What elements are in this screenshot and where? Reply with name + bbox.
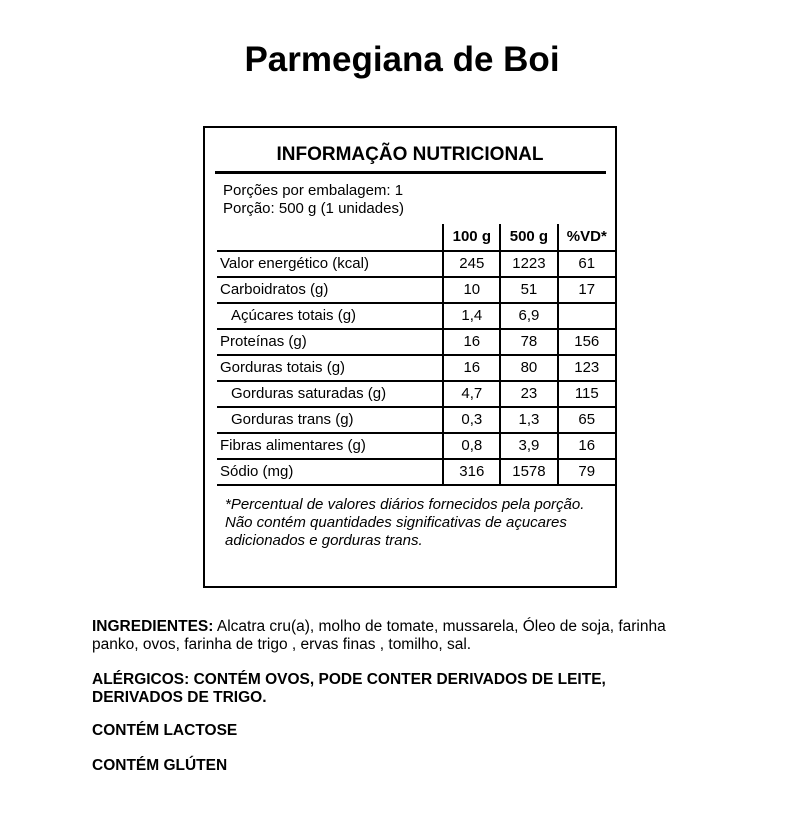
- value-daily-percent: 156: [558, 329, 615, 355]
- serving-info: [223, 182, 404, 218]
- nutrition-table: [217, 224, 615, 486]
- nutrient-label: Açúcares totais (g): [231, 307, 357, 324]
- ingredients-section: [92, 618, 692, 654]
- nutrient-label: Fibras alimentares (g): [220, 437, 366, 454]
- nutrient-label: Proteínas (g): [220, 333, 307, 350]
- header-daily-value: %VD*: [558, 224, 615, 251]
- value-per-serving: 3,9: [500, 433, 557, 459]
- value-per-serving: 80: [500, 355, 557, 381]
- value-per-serving: 1223: [500, 251, 557, 277]
- table-row: [217, 407, 615, 433]
- value-per-serving: 51: [500, 277, 557, 303]
- header-per-100g: 100 g: [443, 224, 500, 251]
- table-row: [217, 303, 615, 329]
- value-per-serving: 1,3: [500, 407, 557, 433]
- value-daily-percent: 79: [558, 459, 615, 485]
- value-daily-percent: 115: [558, 381, 615, 407]
- value-daily-percent: [558, 303, 615, 329]
- value-per-100g: 1,4: [443, 303, 500, 329]
- lactose-statement: CONTÉM LACTOSE: [92, 722, 238, 739]
- nutrient-label: Gorduras trans (g): [231, 411, 354, 428]
- ingredients-label: INGREDIENTES:: [92, 618, 214, 635]
- nutrient-label: Valor energético (kcal): [220, 255, 369, 272]
- nutrient-label: Sódio (mg): [220, 463, 294, 480]
- nutrient-label: Gorduras saturadas (g): [231, 385, 387, 402]
- daily-value-note: *Percentual de valores diários fornecidos pela porção.: [225, 496, 585, 513]
- value-per-serving: 6,9: [500, 303, 557, 329]
- value-per-100g: 16: [443, 329, 500, 355]
- table-row: [217, 381, 615, 407]
- value-per-100g: 0,8: [443, 433, 500, 459]
- heading-divider: [215, 171, 606, 174]
- header-per-serving: 500 g: [500, 224, 557, 251]
- table-row: [217, 251, 615, 277]
- value-daily-percent: 65: [558, 407, 615, 433]
- gluten-statement: CONTÉM GLÚTEN: [92, 757, 228, 774]
- value-per-serving: 1578: [500, 459, 557, 485]
- value-per-100g: 0,3: [443, 407, 500, 433]
- value-daily-percent: 16: [558, 433, 615, 459]
- nutrient-label: Gorduras totais (g): [220, 359, 346, 376]
- product-title: Parmegiana de Boi: [244, 40, 560, 79]
- table-row: [217, 459, 615, 485]
- value-per-100g: 16: [443, 355, 500, 381]
- value-per-100g: 316: [443, 459, 500, 485]
- allergens-statement: ALÉRGICOS: CONTÉM OVOS, PODE CONTER DERIVADOS DE LEITE, DERIVADOS DE TRIGO.: [92, 671, 606, 706]
- serving-size: Porção: 500 g (1 unidades): [223, 200, 404, 217]
- insignificant-amounts-note: Não contém quantidades significativas de açucares adicionados e gorduras trans.: [225, 514, 567, 549]
- value-per-serving: 23: [500, 381, 557, 407]
- value-daily-percent: 17: [558, 277, 615, 303]
- table-row: [217, 277, 615, 303]
- servings-per-package: Porções por embalagem: 1: [223, 182, 404, 199]
- value-per-100g: 10: [443, 277, 500, 303]
- value-per-serving: 78: [500, 329, 557, 355]
- table-header-row: [217, 224, 615, 251]
- header-nutrient: [217, 224, 443, 251]
- value-per-100g: 4,7: [443, 381, 500, 407]
- nutrition-heading: INFORMAÇÃO NUTRICIONAL: [276, 144, 544, 165]
- nutrient-label: Carboidratos (g): [220, 281, 329, 298]
- table-row: [217, 329, 615, 355]
- value-daily-percent: 61: [558, 251, 615, 277]
- value-per-100g: 245: [443, 251, 500, 277]
- nutrition-facts-panel: [203, 126, 617, 588]
- ingredients-text: Alcatra cru(a), molho de tomate, mussarela, Óleo de soja, farinha panko, ovos, farinha de trigo , ervas finas , tomilho, sal.: [92, 618, 666, 653]
- table-row: [217, 355, 615, 381]
- value-daily-percent: 123: [558, 355, 615, 381]
- nutrition-footnote: [225, 496, 605, 550]
- table-row: [217, 433, 615, 459]
